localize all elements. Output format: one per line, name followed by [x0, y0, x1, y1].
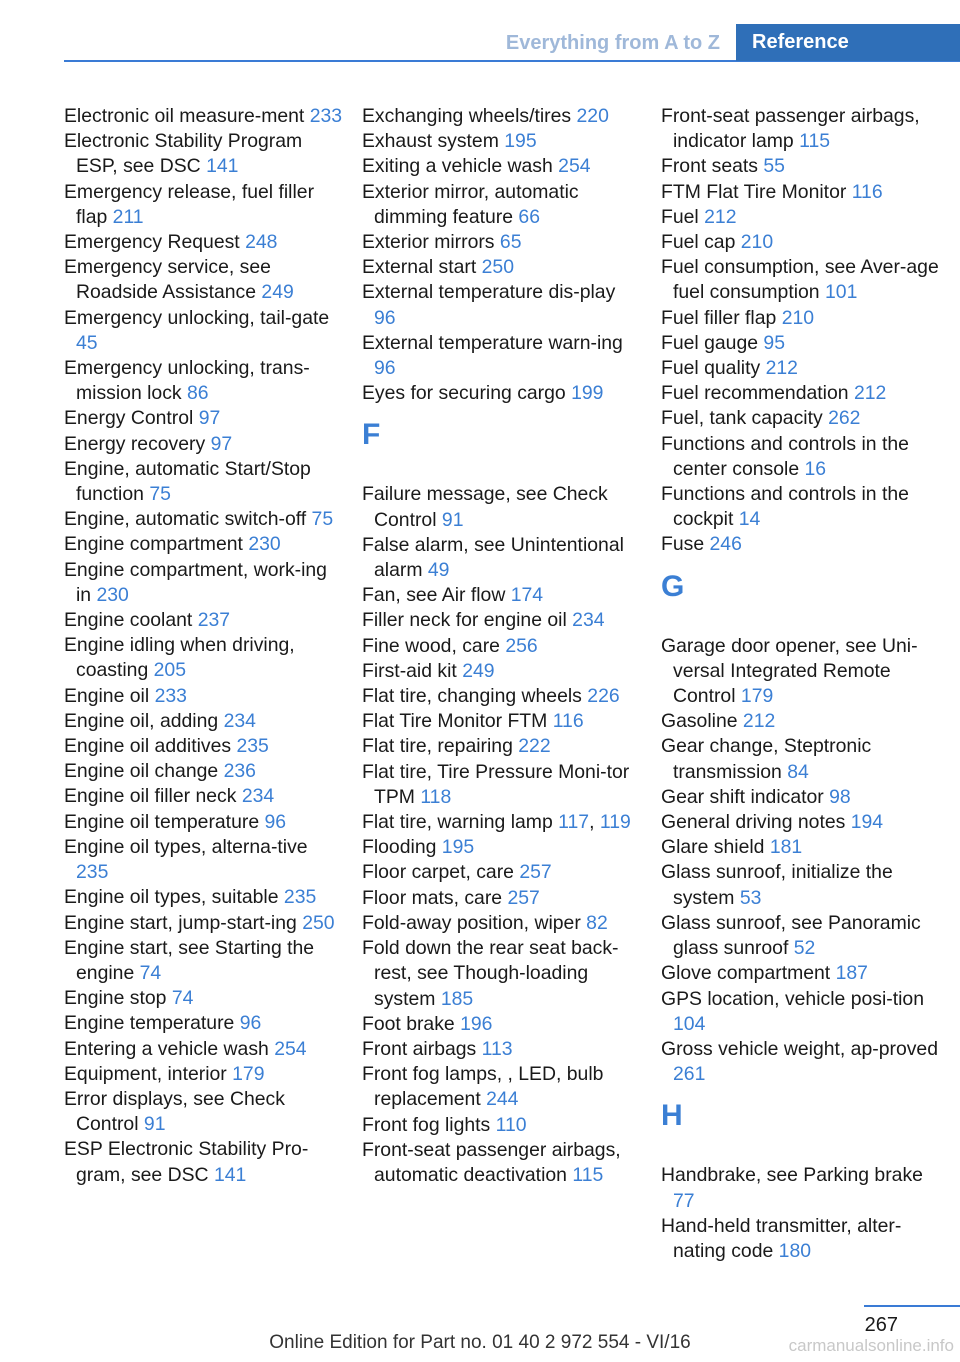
page-link[interactable]: 235 [283, 886, 317, 909]
index-entry [362, 634, 642, 659]
page-link[interactable]: 181 [769, 836, 803, 859]
index-entry [661, 810, 941, 835]
index-entry [64, 1037, 344, 1062]
page-link[interactable]: 212 [742, 710, 776, 733]
index-entry [661, 634, 941, 710]
page-link[interactable]: 261 [673, 1063, 706, 1086]
index-entry-text: Exiting a vehicle wash [362, 155, 553, 178]
page-link[interactable]: 187 [835, 962, 868, 985]
footer-edition-text: Online Edition for Part no. 01 40 2 972 554 - VI/16 [269, 1332, 691, 1353]
page-link[interactable]: 86 [187, 382, 209, 405]
index-entry [661, 961, 941, 986]
page-link[interactable]: 53 [739, 886, 762, 909]
index-entry [661, 734, 941, 784]
index-entry [64, 432, 344, 457]
index-entry-text: Engine stop [64, 987, 167, 1010]
page-link[interactable]: 195 [441, 836, 475, 859]
page-link[interactable]: 234 [241, 785, 275, 808]
index-entry-text: Engine, automatic Start/Stop function [64, 457, 311, 506]
index-entry [64, 230, 344, 255]
page-link[interactable]: 226 [587, 685, 620, 708]
page-link[interactable]: 230 [96, 583, 129, 606]
index-entry [64, 306, 344, 356]
index-entry [64, 1062, 344, 1087]
page-link[interactable]: 234 [572, 609, 605, 632]
index-entry [661, 432, 941, 482]
index-column-2 [362, 104, 642, 1188]
index-entry [661, 104, 941, 154]
page-link[interactable]: 256 [505, 634, 538, 657]
index-entry [362, 255, 642, 280]
index-entry [661, 911, 941, 961]
index-entry-text: Engine start, jump-start-ing [64, 911, 297, 934]
index-entry [661, 1163, 941, 1213]
index-entry: Flat tire, warning lamp 117, 119 [362, 811, 631, 834]
index-entry [661, 381, 941, 406]
page-link[interactable]: 96 [374, 306, 396, 329]
index-entry [362, 180, 642, 230]
page-link[interactable]: 212 [704, 205, 737, 228]
index-entry [362, 860, 642, 885]
index-entry [64, 986, 344, 1011]
index-entry-text: Flat Tire Monitor FTM [362, 710, 548, 733]
index-entry-text: Engine temperature [64, 1012, 235, 1035]
page-link[interactable]: 16 [804, 457, 827, 480]
index-entry [362, 154, 642, 179]
index-entry-text: Gear shift indicator [661, 785, 824, 808]
footer-rule [864, 1305, 960, 1307]
index-entry-text: Engine oil types, alterna-tive [64, 835, 308, 858]
index-entry [661, 255, 941, 305]
index-entry-text: Flat tire, Tire Pressure Moni-tor TPM [362, 760, 630, 808]
index-entry [661, 860, 941, 910]
page-link[interactable]: 233 [154, 684, 187, 707]
index-entry-text: Exhaust system [362, 130, 499, 153]
index-entry [362, 1062, 642, 1112]
index-entry [362, 331, 642, 381]
index-entry-text: Fuse [661, 533, 705, 556]
page-link[interactable]: 75 [311, 508, 334, 531]
page-link[interactable]: 84 [787, 760, 809, 783]
index-entry-text: Engine oil types, suitable [64, 886, 279, 909]
header-section-title: Everything from A to Z [505, 32, 720, 54]
page-link[interactable]: 222 [518, 735, 551, 758]
index-entry [362, 1012, 642, 1037]
index-entry-text: Floor mats, care [362, 886, 503, 909]
index-entry-text: Failure message, see Check Control [362, 483, 608, 531]
index-entry [64, 684, 344, 709]
page-link[interactable]: 210 [740, 231, 774, 254]
page-link[interactable]: 205 [153, 659, 186, 682]
index-entry [362, 709, 642, 734]
index-entry [661, 835, 941, 860]
index-entry [362, 659, 642, 684]
index-entry-text: Engine, automatic switch-off [64, 508, 307, 531]
page-link[interactable]: 14 [738, 508, 761, 531]
index-entry [362, 280, 642, 330]
page-link[interactable]: 66 [518, 205, 540, 228]
index-entry-text: FTM Flat Tire Monitor [661, 180, 847, 203]
index-entry [64, 734, 344, 759]
index-entry [661, 356, 941, 381]
page-link[interactable]: 250 [302, 911, 335, 934]
page-link[interactable]: 97 [198, 407, 221, 430]
index-entry [362, 1138, 642, 1188]
index-entry-text: Flat tire, repairing [362, 735, 513, 758]
index-entry [64, 457, 344, 507]
index-entry [661, 406, 941, 431]
index-entry-text: Gear change, Steptronic transmission [661, 735, 872, 783]
page-link[interactable]: 220 [576, 105, 609, 127]
index-entry-text: Fuel gauge [661, 331, 759, 354]
page-link[interactable]: 250 [481, 256, 514, 279]
index-entry [362, 230, 642, 255]
index-entry [362, 1037, 642, 1062]
index-entry-text: Fuel, tank capacity [661, 407, 823, 430]
index-entry-text: General driving notes [661, 811, 846, 834]
page-link[interactable]: 95 [763, 331, 785, 354]
index-entry-text: Engine compartment [64, 533, 243, 556]
index-entry-text: Flat tire, changing wheels [362, 685, 582, 708]
index-entry [64, 911, 344, 936]
page-link[interactable]: 74 [139, 961, 162, 984]
index-entry [64, 1087, 344, 1137]
index-entry [661, 532, 941, 557]
page-link[interactable]: 116 [851, 180, 883, 203]
index-entry-text: Front fog lamps, , LED, bulb replacement [362, 1063, 604, 1111]
index-entry-text: External start [362, 256, 477, 279]
page-link[interactable]: 246 [709, 533, 742, 556]
index-entry-text: Handbrake, see Parking brake [661, 1164, 923, 1187]
index-entry [64, 885, 344, 910]
index-entry-text: External temperature dis-play [362, 281, 616, 304]
page-link[interactable]: 74 [171, 987, 194, 1010]
index-entry-text: Energy recovery [64, 432, 206, 455]
index-entry-text: Eyes for securing cargo [362, 382, 566, 405]
index-entry-text: Fuel recommendation [661, 382, 849, 405]
index-letter-heading: F [362, 418, 381, 452]
index-entry-text: Engine start, see Starting the engine [64, 936, 315, 984]
page-link[interactable]: 141 [213, 1163, 247, 1186]
page-link[interactable]: 257 [507, 886, 540, 909]
index-entry [64, 532, 344, 557]
page-link[interactable]: 91 [143, 1113, 166, 1136]
page-link[interactable]: 113 [481, 1037, 513, 1060]
index-column-3 [661, 104, 941, 1264]
index-entry [64, 633, 344, 683]
index-entry-text: External temperature warn-ing [362, 331, 623, 354]
index-entry [661, 1037, 941, 1087]
index-entry [64, 709, 344, 734]
page-link[interactable]: 55 [763, 155, 785, 178]
page-link[interactable]: 244 [486, 1088, 519, 1111]
index-entry [661, 331, 941, 356]
index-entry [661, 180, 941, 205]
index-entry [661, 987, 941, 1037]
index-entry [64, 1137, 344, 1187]
index-entry-text: Emergency unlocking, trans-mission lock [64, 357, 310, 405]
page-link[interactable]: 199 [571, 382, 604, 405]
index-entry-text: Fuel quality [661, 357, 761, 380]
index-entry-text: Glove compartment [661, 962, 831, 985]
page-link[interactable]: 212 [853, 382, 887, 405]
index-entry [64, 759, 344, 784]
page-link[interactable]: 45 [76, 331, 98, 354]
index-entry-text: Fan, see Air flow [362, 584, 506, 607]
page-link[interactable]: 180 [778, 1239, 812, 1262]
index-entry-text: False alarm, see Unintentional alarm [362, 533, 624, 582]
index-entry-text: Glass sunroof, initialize the system [661, 861, 893, 909]
page-link[interactable]: 262 [828, 407, 861, 430]
page-number: 267 [864, 1314, 898, 1336]
index-entry-text: Engine oil change [64, 760, 219, 783]
page-link[interactable]: 82 [586, 911, 608, 934]
index-entry-text: Gross vehicle weight, ap-proved [661, 1037, 938, 1060]
page-link[interactable]: 104 [673, 1012, 706, 1035]
index-entry [64, 255, 344, 305]
index-entry [362, 533, 642, 583]
index-entry [661, 785, 941, 810]
index-entry-text: Front-seat passenger airbags, automatic deactivation [362, 1138, 621, 1186]
page-link[interactable]: 235 [76, 861, 109, 884]
index-entry-text: Functions and controls in the cockpit [661, 483, 909, 531]
index-entry-text: Electronic oil measure-ment [64, 105, 305, 127]
index-entry [362, 381, 642, 406]
page-link[interactable]: 249 [261, 281, 294, 304]
index-entry-text: Entering a vehicle wash [64, 1037, 269, 1060]
index-entry-text: Exterior mirror, automatic dimming feature [362, 180, 579, 228]
page-link[interactable]: 119 [599, 811, 631, 834]
index-entry [362, 911, 642, 936]
index-entry [362, 936, 642, 1012]
index-entry [64, 558, 344, 608]
index-entry [64, 180, 344, 230]
page-link[interactable]: 115 [799, 130, 831, 153]
page-link[interactable]: 49 [427, 559, 450, 582]
index-entry [362, 104, 642, 129]
page-link[interactable]: 116 [552, 710, 584, 733]
index-entry-text: First-aid kit [362, 659, 457, 682]
page-link[interactable]: 211 [112, 205, 144, 228]
page-link[interactable]: 101 [825, 281, 858, 304]
index-entry [362, 886, 642, 911]
header-tab-reference: Reference [736, 24, 960, 61]
index-entry-text: Exchanging wheels/tires [362, 105, 572, 127]
page-link[interactable]: 254 [558, 155, 591, 178]
index-entry-text: Front-seat passenger airbags, indicator lamp [661, 105, 920, 153]
page-link[interactable]: 237 [197, 609, 231, 632]
page-link[interactable]: 254 [274, 1037, 307, 1060]
page-link[interactable]: 235 [236, 735, 269, 758]
page-link[interactable]: 179 [232, 1062, 265, 1085]
index-entry-text: Foot brake [362, 1012, 455, 1035]
index-entry-text: ESP Electronic Stability Pro-gram, see DSC [64, 1138, 309, 1186]
index-entry-text: Functions and controls in the center console [661, 432, 909, 480]
page-link[interactable]: 118 [420, 785, 452, 808]
index-entry-text: Flooding [362, 836, 437, 859]
index-entry-text: Fuel cap [661, 231, 736, 254]
index-entry-text: Exterior mirrors [362, 231, 495, 254]
index-entry-text: Electronic Stability Program ESP, see DSC [64, 130, 303, 178]
index-entry-text: Fuel consumption, see Aver-age fuel consumption [661, 256, 939, 304]
page-link[interactable]: 96 [239, 1012, 262, 1035]
index-entry-text: GPS location, vehicle posi-tion [661, 987, 924, 1010]
page-link[interactable]: 196 [460, 1012, 493, 1035]
index-entry [64, 129, 344, 179]
page-link[interactable]: 96 [264, 810, 287, 833]
page-link[interactable]: 257 [519, 861, 552, 884]
index-entry [64, 1011, 344, 1036]
page-link[interactable]: 195 [504, 130, 537, 153]
index-entry [64, 406, 344, 431]
page-link[interactable]: 194 [850, 811, 884, 834]
index-entry [362, 129, 642, 154]
watermark: carmanualsonline.info [788, 1336, 954, 1355]
index-entry-text: Fine wood, care [362, 634, 500, 657]
index-entry [64, 104, 344, 129]
index-entry-text: Garage door opener, see Uni-versal Integrated Remote Control [661, 634, 918, 708]
index-entry [64, 784, 344, 809]
index-entry-text: Front airbags [362, 1037, 477, 1060]
page-link[interactable]: 77 [673, 1189, 695, 1212]
page-link[interactable]: 115 [572, 1163, 604, 1186]
index-entry-text: Emergency service, see Roadside Assistance [64, 256, 271, 304]
index-entry-text: Energy Control [64, 407, 194, 430]
page-link[interactable]: 249 [462, 659, 495, 682]
index-entry [362, 734, 642, 759]
index-entry [64, 356, 344, 406]
index-entry [362, 684, 642, 709]
page-link[interactable]: 179 [740, 685, 774, 708]
index-entry-text: Emergency unlocking, tail-gate [64, 306, 330, 329]
index-entry [362, 760, 642, 810]
index-entry-text: Flat tire, warning lamp [362, 811, 553, 834]
index-entry [362, 608, 642, 633]
index-entry [362, 835, 642, 860]
page-link[interactable]: 210 [781, 306, 815, 329]
index-column-1 [64, 104, 344, 1188]
index-entry [362, 1113, 642, 1138]
index-entry-text: Hand-held transmitter, alter-nating code [661, 1214, 902, 1262]
index-entry [661, 154, 941, 179]
index-entry-text: Engine coolant [64, 609, 193, 632]
index-entry-text: Glass sunroof, see Panoramic glass sunroof [661, 911, 921, 960]
index-entry-text: Engine compartment, work-ing in [64, 558, 327, 606]
index-entry-text: Fold-away position, wiper [362, 911, 581, 934]
index-entry-text: Fold down the rear seat back-rest, see Though-loading system [362, 937, 619, 1010]
page-link[interactable]: 110 [495, 1113, 527, 1136]
page-link[interactable]: 91 [441, 508, 464, 531]
page-link[interactable]: 52 [793, 937, 816, 960]
index-entry-text: Engine idling when driving, coasting [64, 634, 295, 682]
page-link[interactable]: 230 [248, 533, 281, 556]
index-entry-text: Engine oil [64, 684, 150, 707]
page-link[interactable]: 141 [206, 155, 239, 178]
index-entry [661, 230, 941, 255]
index-entry [64, 608, 344, 633]
index-entry-text: Glare shield [661, 836, 765, 859]
index-entry-text: Engine oil temperature [64, 810, 260, 833]
page-link[interactable]: 65 [499, 231, 522, 254]
page-link[interactable]: 98 [829, 785, 851, 808]
index-entry [362, 482, 642, 532]
index-entry-text: Engine oil, adding [64, 709, 219, 732]
index-entry-text: Gasoline [661, 710, 738, 733]
page-link[interactable]: 236 [223, 760, 256, 783]
index-entry-text: Filler neck for engine oil [362, 609, 567, 632]
page-link[interactable]: 234 [223, 709, 256, 732]
index-entry [64, 936, 344, 986]
index-entry [64, 810, 344, 835]
index-letter-heading: G [661, 569, 685, 603]
index-entry [661, 205, 941, 230]
page-link[interactable]: 75 [149, 483, 171, 506]
index-entry [661, 482, 941, 532]
index-entry-text: Emergency Request [64, 231, 240, 254]
page-link[interactable]: 117 [558, 811, 590, 834]
index-entry [64, 835, 344, 885]
index-entry-text: Fuel [661, 205, 699, 228]
index-letter-heading: H [661, 1099, 683, 1133]
page-link[interactable]: 248 [245, 231, 278, 254]
index-entry-text: Floor carpet, care [362, 861, 514, 884]
page-link[interactable]: 233 [309, 105, 343, 127]
index-entry [661, 709, 941, 734]
page-link[interactable]: 174 [510, 584, 544, 607]
page-link[interactable]: 96 [374, 357, 396, 380]
page-link[interactable]: 212 [765, 357, 798, 380]
index-entry [362, 583, 642, 608]
index-entry [661, 1214, 941, 1264]
index-entry-text: Front fog lights [362, 1113, 491, 1136]
index-entry-text: Fuel filler flap [661, 306, 777, 329]
index-entry-text: Engine oil additives [64, 735, 232, 758]
index-entry [64, 507, 344, 532]
page-link[interactable]: 97 [210, 432, 233, 455]
index-entry-text: Emergency release, fuel filler flap [64, 180, 315, 228]
index-entry-text: Front seats [661, 155, 758, 178]
page-link[interactable]: 185 [440, 987, 474, 1010]
index-entry-text: Error displays, see Check Control [64, 1087, 285, 1136]
index-entry-text: Engine oil filler neck [64, 785, 237, 808]
index-entry [661, 306, 941, 331]
index-entry-text: Equipment, interior [64, 1062, 227, 1085]
